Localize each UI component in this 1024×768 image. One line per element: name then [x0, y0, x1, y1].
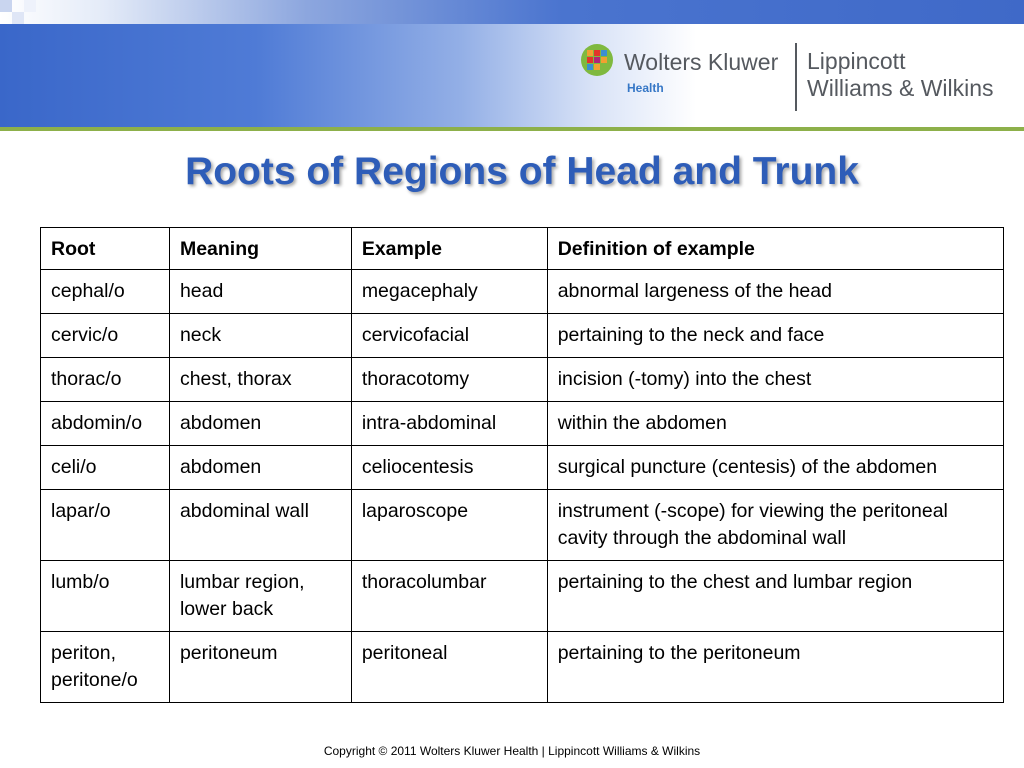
cell-meaning: abdomen — [169, 446, 351, 490]
cell-meaning: peritoneum — [169, 632, 351, 703]
logo-division: Health — [627, 81, 664, 95]
cell-root: lumb/o — [41, 561, 170, 632]
cell-root: cephal/o — [41, 270, 170, 314]
cell-root: periton, peritone/o — [41, 632, 170, 703]
logo-imprint-line1: Lippincott — [807, 48, 906, 74]
header-root: Root — [41, 228, 170, 270]
copyright-footer: Copyright © 2011 Wolters Kluwer Health | Lippincott Williams & Wilkins — [323, 744, 701, 758]
cell-definition: surgical puncture (centesis) of the abdomen — [547, 446, 1003, 490]
cell-example: celiocentesis — [351, 446, 547, 490]
table-header-row — [41, 228, 1004, 270]
wolters-kluwer-globe-icon — [580, 43, 614, 77]
header-accent-line — [0, 127, 1024, 131]
table-row — [41, 632, 1004, 703]
cell-example: thoracotomy — [351, 358, 547, 402]
cell-definition: incision (-tomy) into the chest — [547, 358, 1003, 402]
header-banner — [0, 0, 1024, 127]
table-row — [41, 270, 1004, 314]
cell-root: celi/o — [41, 446, 170, 490]
logo-imprint-line2: Williams & Wilkins — [807, 75, 994, 101]
header-example: Example — [351, 228, 547, 270]
logo-divider — [795, 43, 797, 111]
table-row — [41, 490, 1004, 561]
logo-imprint — [807, 48, 994, 102]
cell-definition: abnormal largeness of the head — [547, 270, 1003, 314]
logo-company-name: Wolters Kluwer — [624, 49, 779, 75]
cell-example: peritoneal — [351, 632, 547, 703]
cell-root: cervic/o — [41, 314, 170, 358]
cell-meaning: lumbar region, lower back — [169, 561, 351, 632]
cell-root: abdomin/o — [41, 402, 170, 446]
cell-example: laparoscope — [351, 490, 547, 561]
cell-root: thorac/o — [41, 358, 170, 402]
cell-definition: instrument (-scope) for viewing the peritoneal cavity through the abdominal wall — [547, 490, 1003, 561]
table-row — [41, 446, 1004, 490]
slide-title: Roots of Regions of Head and Trunk — [185, 150, 859, 193]
header-definition: Definition of example — [547, 228, 1003, 270]
table-row — [41, 314, 1004, 358]
cell-definition: pertaining to the neck and face — [547, 314, 1003, 358]
cell-example: megacephaly — [351, 270, 547, 314]
cell-example: cervicofacial — [351, 314, 547, 358]
cell-root: lapar/o — [41, 490, 170, 561]
table-row — [41, 358, 1004, 402]
publisher-logo — [580, 40, 1020, 116]
table-row — [41, 561, 1004, 632]
cell-meaning: chest, thorax — [169, 358, 351, 402]
cell-meaning: neck — [169, 314, 351, 358]
cell-meaning: head — [169, 270, 351, 314]
cell-definition: within the abdomen — [547, 402, 1003, 446]
cell-definition: pertaining to the chest and lumbar region — [547, 561, 1003, 632]
decorative-squares — [0, 0, 40, 24]
cell-meaning: abdomen — [169, 402, 351, 446]
cell-example: intra-abdominal — [351, 402, 547, 446]
cell-definition: pertaining to the peritoneum — [547, 632, 1003, 703]
cell-example: thoracolumbar — [351, 561, 547, 632]
table-row — [41, 402, 1004, 446]
roots-table — [40, 227, 1004, 703]
header-meaning: Meaning — [169, 228, 351, 270]
cell-meaning: abdominal wall — [169, 490, 351, 561]
banner-top-strip — [0, 0, 1024, 24]
